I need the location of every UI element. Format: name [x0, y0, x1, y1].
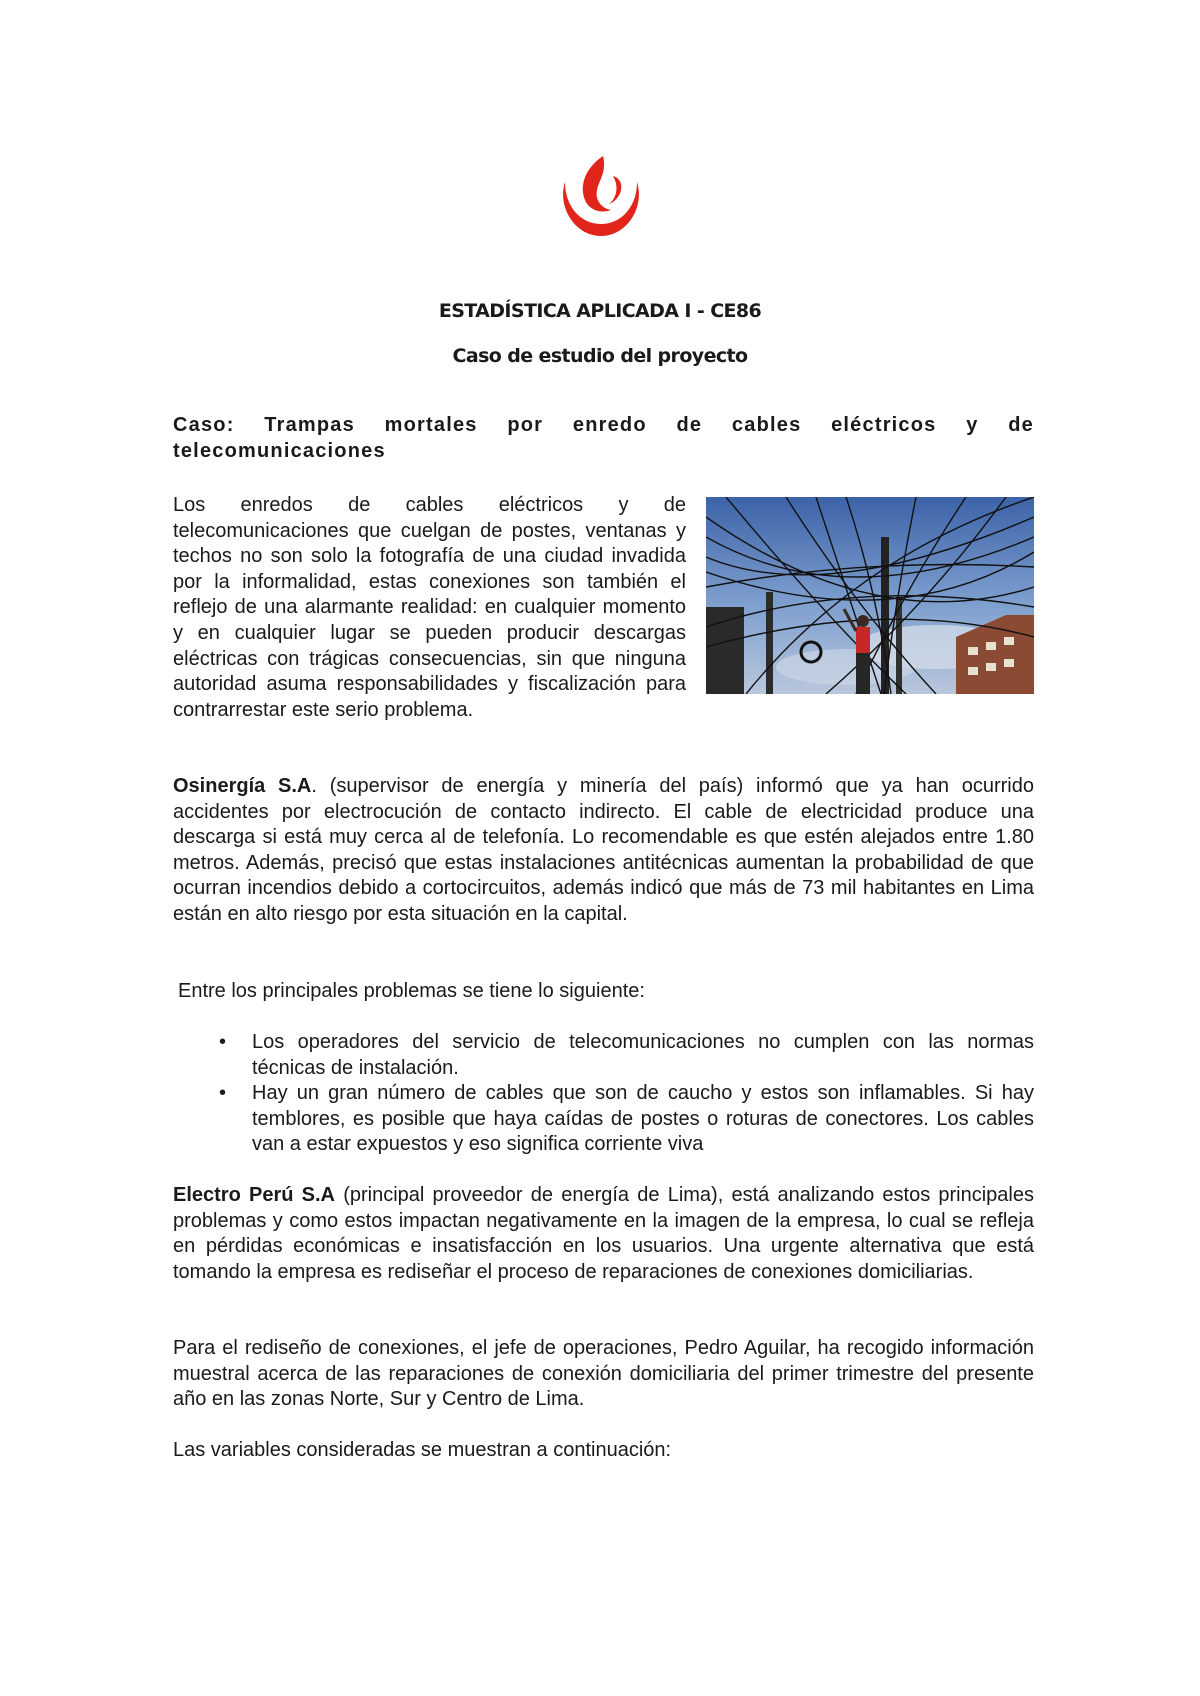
list-item [173, 1081, 1034, 1158]
redesign-paragraph: Para el rediseño de conexiones, el jefe de operaciones, Pedro Aguilar, ha recogido información muestral acerca de las reparaciones de conexión domiciliaria del primer trimestre del presente año en las zonas Norte, Sur y Centro de Lima. [173, 1337, 1034, 1411]
case-intro-text: Los enredos de cables eléctricos y de telecomunicaciones que cuelgan de postes, ventanas y techos no son solo la fotografía de una ciudad invadida por la informalidad, estas conexiones son también el reflejo de una alarmante realidad: en cualquier momento y en cualquier lugar se pueden producir descargas eléctricas con trágicas consecuencias, sin que ninguna autoridad asuma responsabilidades y fiscalización para contrarrestar este serio problema. [173, 494, 686, 721]
electro-body: (principal proveedor de energía de Lima), está analizando estos principales problemas y como estos impactan negativamente en la imagen de la empresa, lo cual se refleja en pérdidas económicas e insatisfacción en los usuarios. Una urgente alternativa que está tomando la empresa es rediseñar el proceso de reparaciones de conexiones domiciliarias. [173, 1184, 1034, 1283]
problems-intro: Entre los principales problemas se tiene lo siguiente: [178, 980, 645, 1002]
electro-paragraph [173, 1183, 1034, 1285]
course-title: ESTADÍSTICA APLICADA I - CE86 [438, 300, 762, 322]
tangled-cables-photo [706, 497, 1034, 694]
osinergia-body: . (supervisor de energía y minería del país) informó que ya han ocurrido accidentes por electrocución de contacto indirecto. El cable de electricidad produce una descarga si está muy cerca al de telefonía. Lo recomendable es que estén alejados entre 1.80 metros. Además, precisó que estas instalaciones antitécnicas aumentan la probabilidad de que ocurran incendios debido a cortocircuitos, además indicó que más de 73 mil habitantes en Lima están en alto riesgo por esta situación en la capital. [173, 775, 1034, 925]
bullet-dot-icon: • [219, 1082, 227, 1105]
electro-lead: Electro Perú S.A [173, 1184, 335, 1206]
problems-list [173, 1030, 1034, 1158]
osinergia-paragraph [173, 774, 1034, 928]
list-item-text: Los operadores del servicio de telecomunicaciones no cumplen con las normas técnicas de instalación. [252, 1031, 1034, 1079]
list-item [173, 1030, 1034, 1081]
document-subtitle: Caso de estudio del proyecto [452, 345, 748, 367]
variables-intro: Las variables consideradas se muestran a continuación: [173, 1439, 672, 1461]
case-intro-block [173, 493, 1034, 723]
list-item-text: Hay un gran número de cables que son de caucho y estos son inflamables. Si hay temblores, es posible que haya caídas de postes o roturas de conectores. Los cables van a estar expuestos y eso significa corriente viva [252, 1082, 1034, 1156]
case-heading: Caso: Trampas mortales por enredo de cables eléctricos y de telecomunicaciones [173, 414, 1034, 462]
bullet-dot-icon: • [219, 1031, 227, 1053]
upc-logo-icon [555, 152, 647, 238]
osinergia-lead: Osinergía S.A [173, 775, 312, 797]
